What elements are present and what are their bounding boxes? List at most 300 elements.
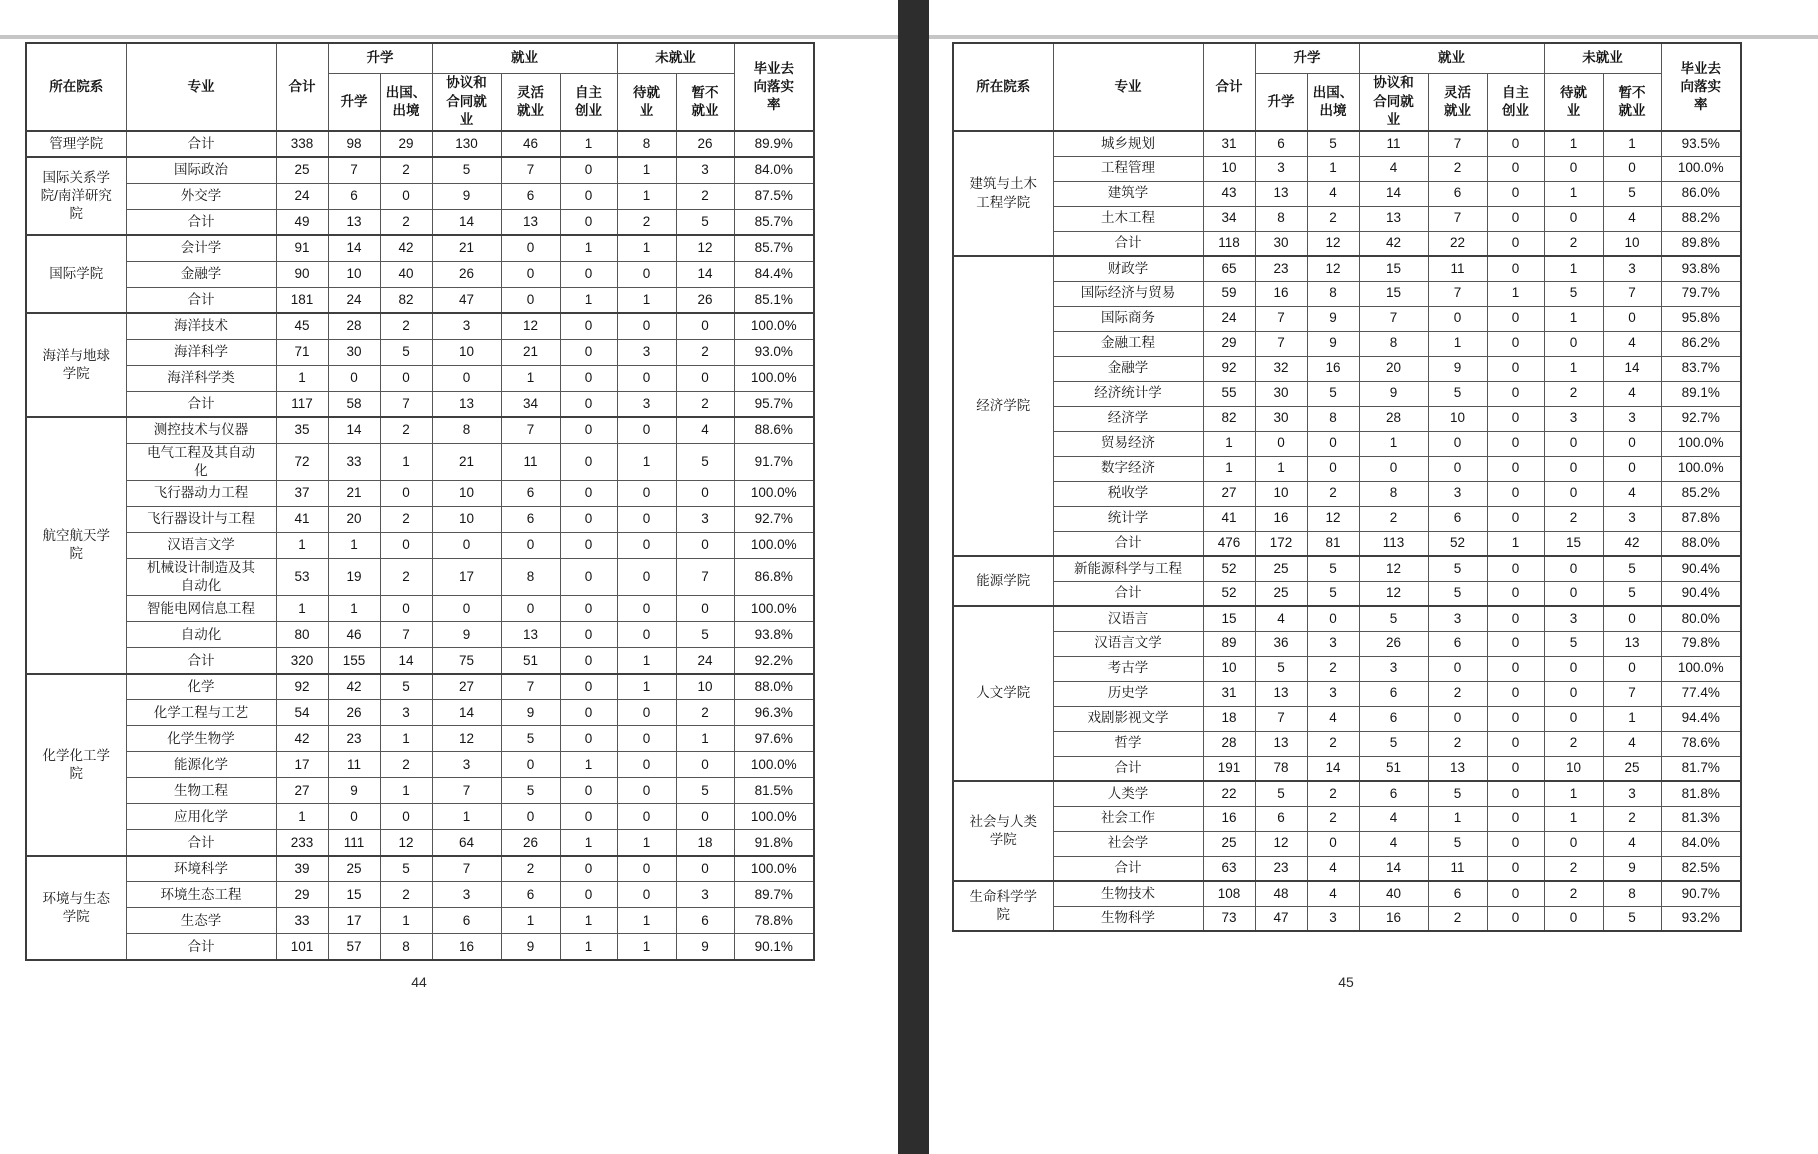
- value-cell: 2: [380, 506, 432, 532]
- value-cell: 13: [1428, 756, 1487, 781]
- value-cell: 2: [1359, 506, 1428, 531]
- value-cell: 27: [276, 778, 328, 804]
- value-cell: 7: [501, 157, 560, 183]
- value-cell: 0: [1544, 156, 1603, 181]
- value-cell: 4: [1603, 331, 1661, 356]
- value-cell: 48: [1255, 881, 1307, 906]
- value-cell: 63: [1203, 856, 1255, 881]
- header-group-employment: 就业: [432, 43, 617, 73]
- value-cell: 0: [1487, 906, 1544, 931]
- value-cell: 25: [276, 157, 328, 183]
- major-cell: 历史学: [1053, 681, 1203, 706]
- value-cell: 33: [276, 908, 328, 934]
- value-cell: 42: [328, 674, 380, 700]
- value-cell: 28: [1203, 731, 1255, 756]
- rate-cell: 95.8%: [1661, 306, 1741, 331]
- major-cell: 生物技术: [1053, 881, 1203, 906]
- value-cell: 4: [676, 417, 734, 443]
- value-cell: 34: [1203, 206, 1255, 231]
- rate-cell: 78.8%: [734, 908, 814, 934]
- major-cell: 环境科学: [126, 856, 276, 882]
- value-cell: 41: [276, 506, 328, 532]
- value-cell: 0: [676, 804, 734, 830]
- value-cell: 2: [1544, 731, 1603, 756]
- value-cell: 0: [1544, 481, 1603, 506]
- page-number: 44: [411, 974, 427, 990]
- value-cell: 29: [276, 882, 328, 908]
- value-cell: 16: [1203, 806, 1255, 831]
- value-cell: 0: [617, 700, 676, 726]
- value-cell: 0: [1487, 506, 1544, 531]
- value-cell: 0: [1307, 431, 1359, 456]
- value-cell: 6: [432, 908, 501, 934]
- value-cell: 11: [1359, 131, 1428, 156]
- value-cell: 21: [328, 480, 380, 506]
- value-cell: 31: [1203, 131, 1255, 156]
- major-cell: 会计学: [126, 235, 276, 261]
- value-cell: 5: [676, 778, 734, 804]
- value-cell: 1: [1603, 131, 1661, 156]
- value-cell: 1: [617, 830, 676, 856]
- value-cell: 9: [1359, 381, 1428, 406]
- value-cell: 1: [617, 235, 676, 261]
- value-cell: 10: [432, 506, 501, 532]
- rate-cell: 100.0%: [1661, 456, 1741, 481]
- value-cell: 90: [276, 261, 328, 287]
- value-cell: 2: [1307, 731, 1359, 756]
- value-cell: 0: [560, 648, 617, 674]
- major-cell: 自动化: [126, 622, 276, 648]
- header-pending-employment: 待就业: [617, 73, 676, 131]
- department-cell: 管理学院: [26, 131, 126, 157]
- value-cell: 9: [1307, 331, 1359, 356]
- rate-cell: 81.7%: [1661, 756, 1741, 781]
- value-cell: 39: [276, 856, 328, 882]
- value-cell: 4: [1307, 881, 1359, 906]
- rate-cell: 100.0%: [734, 365, 814, 391]
- value-cell: 1: [1487, 531, 1544, 556]
- major-cell: 统计学: [1053, 506, 1203, 531]
- major-cell: 化学工程与工艺: [126, 700, 276, 726]
- value-cell: 4: [1603, 831, 1661, 856]
- major-cell: 国际商务: [1053, 306, 1203, 331]
- value-cell: 4: [1603, 481, 1661, 506]
- value-cell: 4: [1603, 381, 1661, 406]
- major-cell: 城乡规划: [1053, 131, 1203, 156]
- value-cell: 0: [1603, 656, 1661, 681]
- header-abroad: 出国、出境: [380, 73, 432, 131]
- major-cell: 应用化学: [126, 804, 276, 830]
- value-cell: 3: [380, 700, 432, 726]
- value-cell: 53: [276, 558, 328, 595]
- value-cell: 0: [1544, 831, 1603, 856]
- value-cell: 7: [676, 558, 734, 595]
- value-cell: 2: [1544, 381, 1603, 406]
- value-cell: 25: [1203, 831, 1255, 856]
- header-total: 合计: [1203, 43, 1255, 131]
- value-cell: 12: [432, 726, 501, 752]
- major-cell: 贸易经济: [1053, 431, 1203, 456]
- header-self-employed: 自主创业: [560, 73, 617, 131]
- value-cell: 0: [617, 882, 676, 908]
- value-cell: 1: [1544, 306, 1603, 331]
- major-cell: 经济统计学: [1053, 381, 1203, 406]
- value-cell: 0: [1544, 656, 1603, 681]
- value-cell: 1: [617, 674, 676, 700]
- value-cell: 4: [1255, 606, 1307, 631]
- value-cell: 80: [276, 622, 328, 648]
- value-cell: 16: [1255, 281, 1307, 306]
- value-cell: 0: [501, 752, 560, 778]
- value-cell: 0: [560, 882, 617, 908]
- value-cell: 0: [1307, 831, 1359, 856]
- rate-cell: 88.0%: [734, 674, 814, 700]
- major-cell: 金融工程: [1053, 331, 1203, 356]
- major-cell: 合计: [126, 391, 276, 417]
- rate-cell: 92.2%: [734, 648, 814, 674]
- value-cell: 117: [276, 391, 328, 417]
- major-cell: 建筑学: [1053, 181, 1203, 206]
- rate-cell: 89.9%: [734, 131, 814, 157]
- value-cell: 14: [676, 261, 734, 287]
- value-cell: 24: [276, 183, 328, 209]
- value-cell: 25: [1255, 556, 1307, 581]
- value-cell: 4: [1359, 831, 1428, 856]
- major-cell: 经济学: [1053, 406, 1203, 431]
- value-cell: 2: [676, 700, 734, 726]
- value-cell: 16: [432, 934, 501, 960]
- header-pending-employment: 待就业: [1544, 73, 1603, 131]
- value-cell: 64: [432, 830, 501, 856]
- value-cell: 5: [1428, 781, 1487, 806]
- value-cell: 6: [1428, 881, 1487, 906]
- value-cell: 0: [1544, 431, 1603, 456]
- value-cell: 101: [276, 934, 328, 960]
- value-cell: 6: [1428, 506, 1487, 531]
- value-cell: 0: [676, 752, 734, 778]
- value-cell: 26: [432, 261, 501, 287]
- value-cell: 0: [676, 856, 734, 882]
- value-cell: 0: [380, 365, 432, 391]
- value-cell: 0: [380, 183, 432, 209]
- value-cell: 9: [501, 700, 560, 726]
- value-cell: 0: [560, 506, 617, 532]
- value-cell: 40: [1359, 881, 1428, 906]
- major-cell: 新能源科学与工程: [1053, 556, 1203, 581]
- value-cell: 3: [1603, 506, 1661, 531]
- value-cell: 155: [328, 648, 380, 674]
- header-further-study: 升学: [1255, 73, 1307, 131]
- rate-cell: 86.8%: [734, 558, 814, 595]
- value-cell: 1: [1203, 431, 1255, 456]
- value-cell: 8: [1359, 331, 1428, 356]
- value-cell: 0: [380, 596, 432, 622]
- value-cell: 0: [617, 506, 676, 532]
- value-cell: 0: [1544, 456, 1603, 481]
- major-cell: 财政学: [1053, 256, 1203, 281]
- value-cell: 15: [1359, 281, 1428, 306]
- value-cell: 0: [432, 596, 501, 622]
- value-cell: 3: [432, 882, 501, 908]
- rate-cell: 84.4%: [734, 261, 814, 287]
- value-cell: 9: [328, 778, 380, 804]
- value-cell: 0: [560, 480, 617, 506]
- value-cell: 0: [1487, 231, 1544, 256]
- header-rate: 毕业去向落实率: [1661, 43, 1741, 131]
- value-cell: 0: [1544, 556, 1603, 581]
- value-cell: 0: [1487, 306, 1544, 331]
- value-cell: 23: [1255, 256, 1307, 281]
- value-cell: 0: [328, 365, 380, 391]
- value-cell: 2: [1428, 906, 1487, 931]
- header-further-study: 升学: [328, 73, 380, 131]
- value-cell: 2: [380, 558, 432, 595]
- header-abroad: 出国、出境: [1307, 73, 1359, 131]
- value-cell: 10: [1603, 231, 1661, 256]
- value-cell: 1: [1428, 331, 1487, 356]
- rate-cell: 93.5%: [1661, 131, 1741, 156]
- value-cell: 1: [1544, 806, 1603, 831]
- rate-cell: 90.1%: [734, 934, 814, 960]
- rate-cell: 100.0%: [734, 596, 814, 622]
- value-cell: 1: [617, 183, 676, 209]
- value-cell: 3: [1359, 656, 1428, 681]
- value-cell: 0: [1487, 731, 1544, 756]
- major-cell: 金融学: [1053, 356, 1203, 381]
- value-cell: 14: [1603, 356, 1661, 381]
- value-cell: 5: [1603, 556, 1661, 581]
- header-major: 专业: [126, 43, 276, 131]
- header-not-seeking: 暂不就业: [676, 73, 734, 131]
- value-cell: 476: [1203, 531, 1255, 556]
- value-cell: 1: [276, 596, 328, 622]
- value-cell: 1: [560, 830, 617, 856]
- header-group-unemployed: 未就业: [1544, 43, 1661, 73]
- value-cell: 0: [380, 532, 432, 558]
- value-cell: 2: [1428, 731, 1487, 756]
- value-cell: 5: [380, 339, 432, 365]
- rate-cell: 78.6%: [1661, 731, 1741, 756]
- department-cell: 人文学院: [953, 606, 1053, 781]
- value-cell: 1: [501, 908, 560, 934]
- value-cell: 0: [1428, 456, 1487, 481]
- rate-cell: 89.1%: [1661, 381, 1741, 406]
- rate-cell: 91.8%: [734, 830, 814, 856]
- value-cell: 1: [560, 287, 617, 313]
- value-cell: 17: [276, 752, 328, 778]
- value-cell: 5: [676, 622, 734, 648]
- value-cell: 8: [617, 131, 676, 157]
- value-cell: 12: [1307, 256, 1359, 281]
- rate-cell: 88.2%: [1661, 206, 1741, 231]
- value-cell: 91: [276, 235, 328, 261]
- value-cell: 5: [1544, 281, 1603, 306]
- major-cell: 合计: [126, 131, 276, 157]
- value-cell: 320: [276, 648, 328, 674]
- value-cell: 8: [1307, 406, 1359, 431]
- value-cell: 5: [1428, 831, 1487, 856]
- value-cell: 181: [276, 287, 328, 313]
- value-cell: 0: [560, 558, 617, 595]
- major-cell: 国际经济与贸易: [1053, 281, 1203, 306]
- value-cell: 11: [1428, 856, 1487, 881]
- value-cell: 13: [432, 391, 501, 417]
- major-cell: 海洋科学类: [126, 365, 276, 391]
- major-cell: 生物科学: [1053, 906, 1203, 931]
- major-cell: 环境生态工程: [126, 882, 276, 908]
- value-cell: 0: [560, 700, 617, 726]
- rate-cell: 80.0%: [1661, 606, 1741, 631]
- value-cell: 1: [328, 532, 380, 558]
- value-cell: 0: [1307, 456, 1359, 481]
- value-cell: 7: [1255, 706, 1307, 731]
- value-cell: 12: [1307, 231, 1359, 256]
- value-cell: 5: [380, 856, 432, 882]
- value-cell: 16: [1255, 506, 1307, 531]
- major-cell: 电气工程及其自动化: [126, 443, 276, 480]
- value-cell: 1: [1544, 356, 1603, 381]
- value-cell: 0: [560, 778, 617, 804]
- value-cell: 2: [1544, 506, 1603, 531]
- major-cell: 社会学: [1053, 831, 1203, 856]
- value-cell: 6: [1359, 706, 1428, 731]
- department-cell: 化学化工学院: [26, 674, 126, 856]
- value-cell: 82: [1203, 406, 1255, 431]
- rate-cell: 100.0%: [734, 480, 814, 506]
- major-cell: 工程管理: [1053, 156, 1203, 181]
- value-cell: 108: [1203, 881, 1255, 906]
- value-cell: 10: [1428, 406, 1487, 431]
- value-cell: 13: [1255, 731, 1307, 756]
- department-cell: 国际学院: [26, 235, 126, 313]
- page-right: [929, 0, 1818, 1154]
- value-cell: 6: [501, 480, 560, 506]
- value-cell: 10: [1203, 656, 1255, 681]
- value-cell: 73: [1203, 906, 1255, 931]
- value-cell: 2: [1307, 206, 1359, 231]
- value-cell: 8: [501, 558, 560, 595]
- value-cell: 2: [380, 313, 432, 339]
- value-cell: 18: [676, 830, 734, 856]
- value-cell: 12: [1359, 581, 1428, 606]
- value-cell: 1: [560, 908, 617, 934]
- value-cell: 6: [1359, 781, 1428, 806]
- value-cell: 5: [1544, 631, 1603, 656]
- value-cell: 6: [501, 506, 560, 532]
- rate-cell: 85.7%: [734, 209, 814, 235]
- header-group-further-study: 升学: [328, 43, 432, 73]
- value-cell: 0: [1487, 406, 1544, 431]
- value-cell: 75: [432, 648, 501, 674]
- value-cell: 46: [328, 622, 380, 648]
- rate-cell: 81.3%: [1661, 806, 1741, 831]
- value-cell: 0: [501, 596, 560, 622]
- major-cell: 海洋科学: [126, 339, 276, 365]
- value-cell: 65: [1203, 256, 1255, 281]
- value-cell: 55: [1203, 381, 1255, 406]
- value-cell: 51: [501, 648, 560, 674]
- rate-cell: 97.6%: [734, 726, 814, 752]
- value-cell: 29: [380, 131, 432, 157]
- major-cell: 机械设计制造及其自动化: [126, 558, 276, 595]
- value-cell: 32: [1255, 356, 1307, 381]
- value-cell: 81: [1307, 531, 1359, 556]
- value-cell: 1: [617, 443, 676, 480]
- value-cell: 7: [328, 157, 380, 183]
- value-cell: 7: [1255, 331, 1307, 356]
- rate-cell: 79.8%: [1661, 631, 1741, 656]
- rate-cell: 88.0%: [1661, 531, 1741, 556]
- value-cell: 3: [617, 391, 676, 417]
- rate-cell: 77.4%: [1661, 681, 1741, 706]
- value-cell: 5: [1359, 606, 1428, 631]
- value-cell: 0: [560, 313, 617, 339]
- value-cell: 2: [380, 882, 432, 908]
- value-cell: 6: [1359, 681, 1428, 706]
- major-cell: 社会工作: [1053, 806, 1203, 831]
- value-cell: 2: [380, 752, 432, 778]
- value-cell: 0: [617, 313, 676, 339]
- value-cell: 92: [276, 674, 328, 700]
- value-cell: 0: [676, 532, 734, 558]
- rate-cell: 90.4%: [1661, 556, 1741, 581]
- value-cell: 12: [380, 830, 432, 856]
- major-cell: 汉语言文学: [1053, 631, 1203, 656]
- value-cell: 10: [432, 339, 501, 365]
- value-cell: 1: [560, 752, 617, 778]
- rate-cell: 100.0%: [734, 804, 814, 830]
- major-cell: 考古学: [1053, 656, 1203, 681]
- value-cell: 11: [1428, 256, 1487, 281]
- major-cell: 汉语言: [1053, 606, 1203, 631]
- value-cell: 2: [1307, 806, 1359, 831]
- value-cell: 1: [380, 726, 432, 752]
- value-cell: 0: [560, 261, 617, 287]
- value-cell: 36: [1255, 631, 1307, 656]
- value-cell: 0: [1487, 156, 1544, 181]
- major-cell: 哲学: [1053, 731, 1203, 756]
- rate-cell: 96.3%: [734, 700, 814, 726]
- value-cell: 1: [1487, 281, 1544, 306]
- header-rate: 毕业去向落实率: [734, 43, 814, 131]
- major-cell: 合计: [1053, 856, 1203, 881]
- value-cell: 2: [1544, 856, 1603, 881]
- value-cell: 12: [1255, 831, 1307, 856]
- value-cell: 5: [1603, 906, 1661, 931]
- value-cell: 3: [1428, 606, 1487, 631]
- value-cell: 25: [1603, 756, 1661, 781]
- value-cell: 1: [380, 908, 432, 934]
- value-cell: 172: [1255, 531, 1307, 556]
- value-cell: 3: [1603, 406, 1661, 431]
- major-cell: 合计: [126, 934, 276, 960]
- value-cell: 26: [676, 287, 734, 313]
- value-cell: 0: [1487, 481, 1544, 506]
- major-cell: 合计: [1053, 531, 1203, 556]
- value-cell: 3: [676, 882, 734, 908]
- value-cell: 0: [1487, 381, 1544, 406]
- value-cell: 29: [1203, 331, 1255, 356]
- value-cell: 0: [1603, 606, 1661, 631]
- department-cell: 环境与生态学院: [26, 856, 126, 960]
- value-cell: 42: [276, 726, 328, 752]
- value-cell: 0: [1487, 131, 1544, 156]
- value-cell: 20: [328, 506, 380, 532]
- value-cell: 19: [328, 558, 380, 595]
- rate-cell: 93.2%: [1661, 906, 1741, 931]
- value-cell: 0: [1487, 581, 1544, 606]
- value-cell: 0: [328, 804, 380, 830]
